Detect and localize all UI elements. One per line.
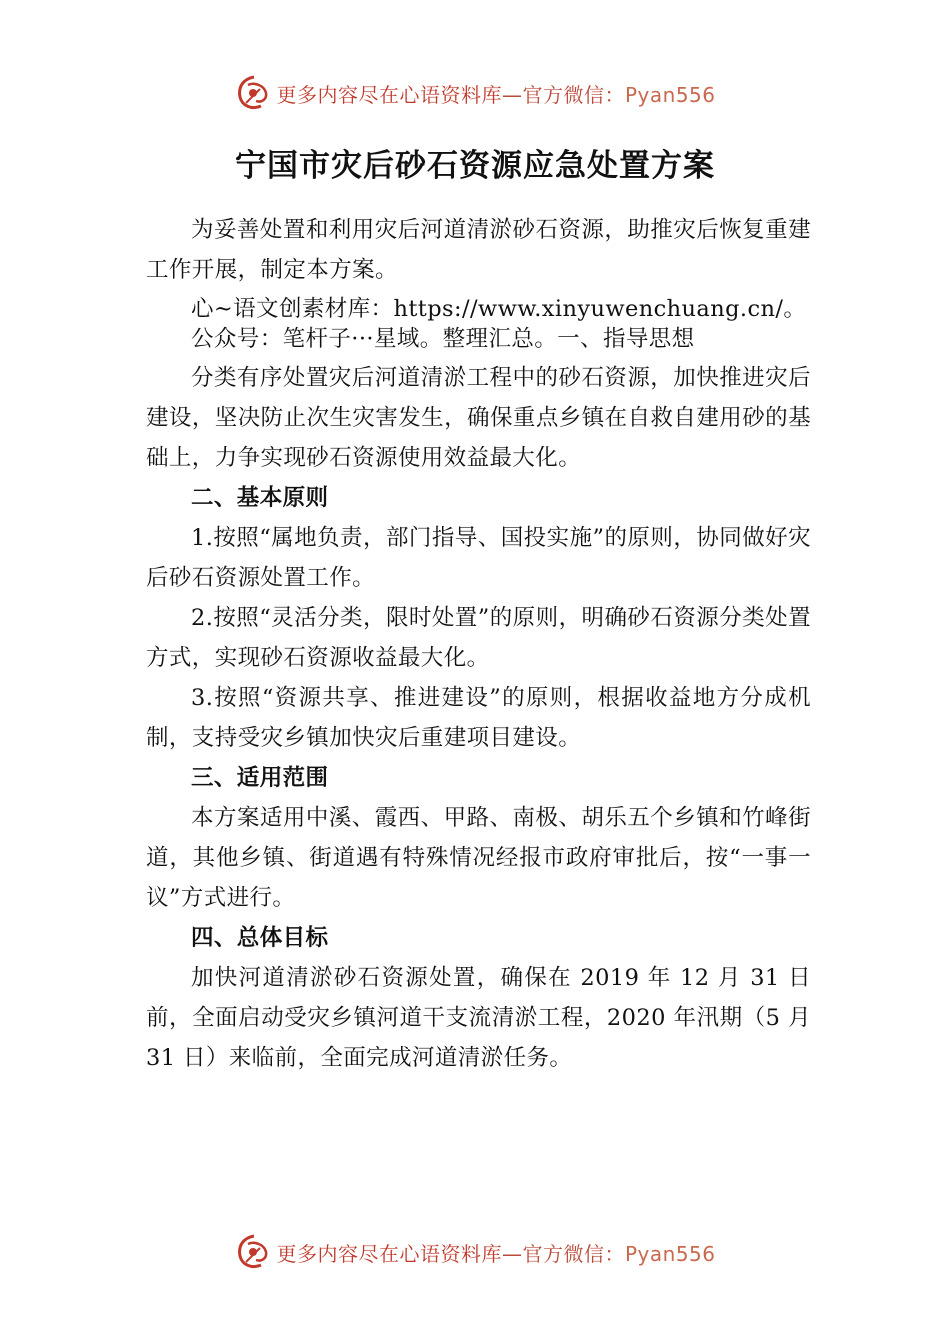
source-note [146,294,811,354]
watermark-text: 更多内容尽在心语资料库—官方微信：Pyan556 [276,1241,716,1266]
document-body [146,210,811,1078]
section-3-heading: 三、适用范围 [191,765,329,791]
principle-item-1: 1.按照“属地负责，部门指导、国投实施”的原则，协同做好灾后砂石资源处置工作。 [146,525,811,591]
section-4-body: 加快河道清淤砂石资源处置，确保在 2019 年 12 月 31 日前，全面启动受灾乡镇河道干支流清淤工程，2020 年汛期（5 月 31 日）来临前，全面完成河道清淤任务。 [146,965,811,1071]
principle-item-3: 3.按照“资源共享、推进建设”的原则，根据收益地方分成机制，支持受灾乡镇加快灾后重建项目建设。 [146,685,811,751]
document-title: 宁国市灾后砂石资源应急处置方案 [235,148,715,184]
section-2-heading: 二、基本原则 [191,485,329,511]
logo-icon [234,1232,274,1272]
watermark-header [0,73,950,113]
source-note-line-1: 心~语文创素材库：https://www.xinyuwenchuang.cn/。 [191,296,807,322]
watermark-text: 更多内容尽在心语资料库—官方微信：Pyan556 [276,82,716,107]
section-1-body: 分类有序处置灾后河道清淤工程中的砂石资源，加快推进灾后建设，坚决防止次生灾害发生，确保重点乡镇在自救自建用砂的基础上，力争实现砂石资源使用效益最大化。 [146,365,811,471]
principle-item-2: 2.按照“灵活分类，限时处置”的原则，明确砂石资源分类处置方式，实现砂石资源收益最大化。 [146,605,811,671]
intro-paragraph: 为妥善处置和利用灾后河道清淤砂石资源，助推灾后恢复重建工作开展，制定本方案。 [146,217,811,283]
section-3-body: 本方案适用中溪、霞西、甲路、南极、胡乐五个乡镇和竹峰街道，其他乡镇、街道遇有特殊情况经报市政府审批后，按“一事一议”方式进行。 [146,805,811,911]
source-note-line-2: 公众号：笔杆子···星域。整理汇总。一、指导思想 [191,326,695,352]
logo-icon [234,73,274,113]
section-4-heading: 四、总体目标 [191,925,329,951]
watermark-footer [0,1232,950,1272]
